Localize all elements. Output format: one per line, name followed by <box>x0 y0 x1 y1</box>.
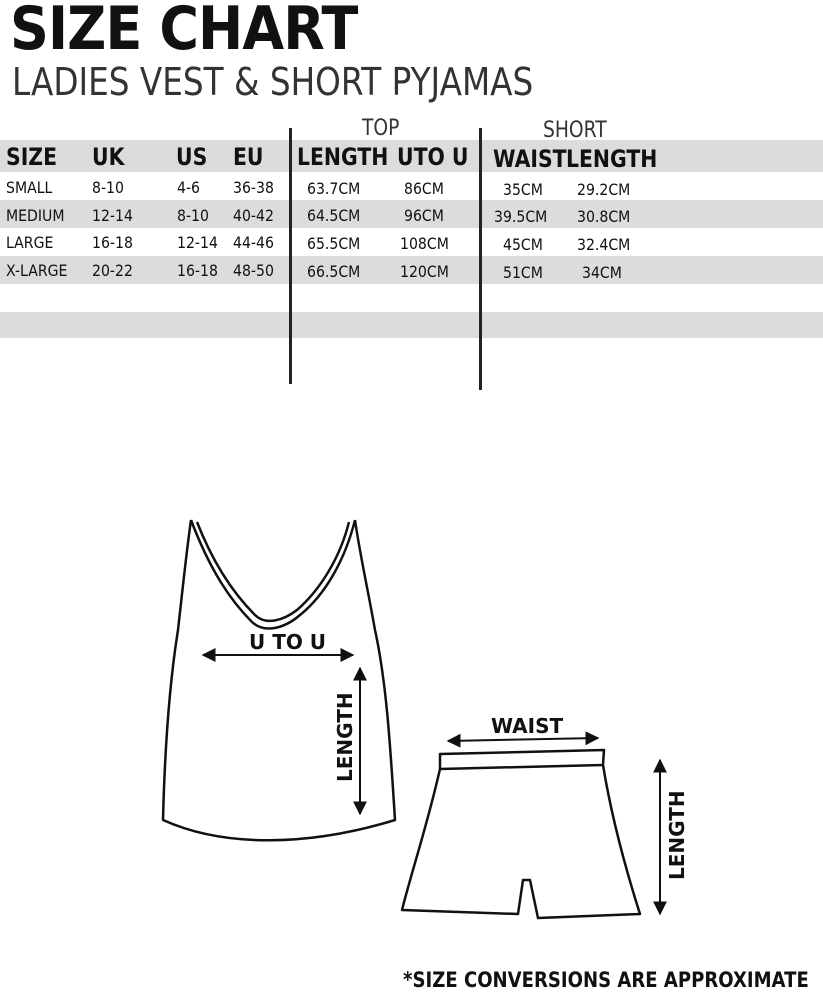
column-header-us: US <box>176 143 208 171</box>
waist-label: WAIST <box>491 714 564 738</box>
table-cell: LARGE <box>6 233 54 252</box>
table-cell: 34CM <box>582 263 622 282</box>
table-cell: 63.7CM <box>307 179 361 198</box>
column-header-utou: UTO U <box>397 143 469 171</box>
table-cell: 108CM <box>400 234 449 253</box>
table-cell: 39.5CM <box>494 207 548 226</box>
table-cell: 96CM <box>404 206 444 225</box>
page-subtitle: LADIES VEST & SHORT PYJAMAS <box>12 60 534 104</box>
column-header-top-length: LENGTH <box>297 143 389 171</box>
column-header-eu: EU <box>233 143 264 171</box>
footnote: *SIZE CONVERSIONS ARE APPROXIMATE <box>403 968 809 992</box>
table-cell: 51CM <box>503 263 543 282</box>
divider-short <box>479 128 482 390</box>
column-header-waist: WAIST <box>493 145 567 173</box>
table-cell: 48-50 <box>233 261 274 280</box>
table-cell: 35CM <box>503 180 543 199</box>
table-cell: SMALL <box>6 178 53 197</box>
table-cell: 120CM <box>400 262 449 281</box>
table-cell: 4-6 <box>177 178 201 197</box>
column-header-uk: UK <box>92 143 125 171</box>
table-cell: 66.5CM <box>307 262 361 281</box>
table-cell: 40-42 <box>233 206 274 225</box>
table-cell: 20-22 <box>92 261 133 280</box>
empty-band <box>0 312 823 338</box>
utou-label: U TO U <box>249 630 327 654</box>
page-title: SIZE CHART <box>10 0 358 64</box>
table-cell: 30.8CM <box>577 207 631 226</box>
table-cell: 44-46 <box>233 233 274 252</box>
table-cell: 86CM <box>404 179 444 198</box>
table-cell: 29.2CM <box>577 180 631 199</box>
table-cell: 12-14 <box>92 206 133 225</box>
table-cell: 16-18 <box>177 261 218 280</box>
group-header-short: SHORT <box>543 118 607 143</box>
table-cell: X-LARGE <box>6 261 68 280</box>
table-cell: 45CM <box>503 235 543 254</box>
table-cell: 36-38 <box>233 178 274 197</box>
shorts-outline <box>402 750 640 918</box>
table-cell: 12-14 <box>177 233 218 252</box>
table-cell: 8-10 <box>177 206 209 225</box>
column-header-size: SIZE <box>6 143 58 171</box>
group-header-top: TOP <box>362 116 400 141</box>
vest-length-label: LENGTH <box>333 692 357 782</box>
garment-diagram <box>0 420 823 960</box>
table-cell: 64.5CM <box>307 206 361 225</box>
divider-top <box>289 128 292 384</box>
table-cell: 8-10 <box>92 178 124 197</box>
shorts-length-label: LENGTH <box>665 790 689 880</box>
table-cell: 32.4CM <box>577 235 631 254</box>
table-cell: 65.5CM <box>307 234 361 253</box>
table-cell: MEDIUM <box>6 206 65 225</box>
waist-arrow <box>448 738 598 741</box>
column-header-short-length: LENGTH <box>566 145 658 173</box>
table-cell: 16-18 <box>92 233 133 252</box>
